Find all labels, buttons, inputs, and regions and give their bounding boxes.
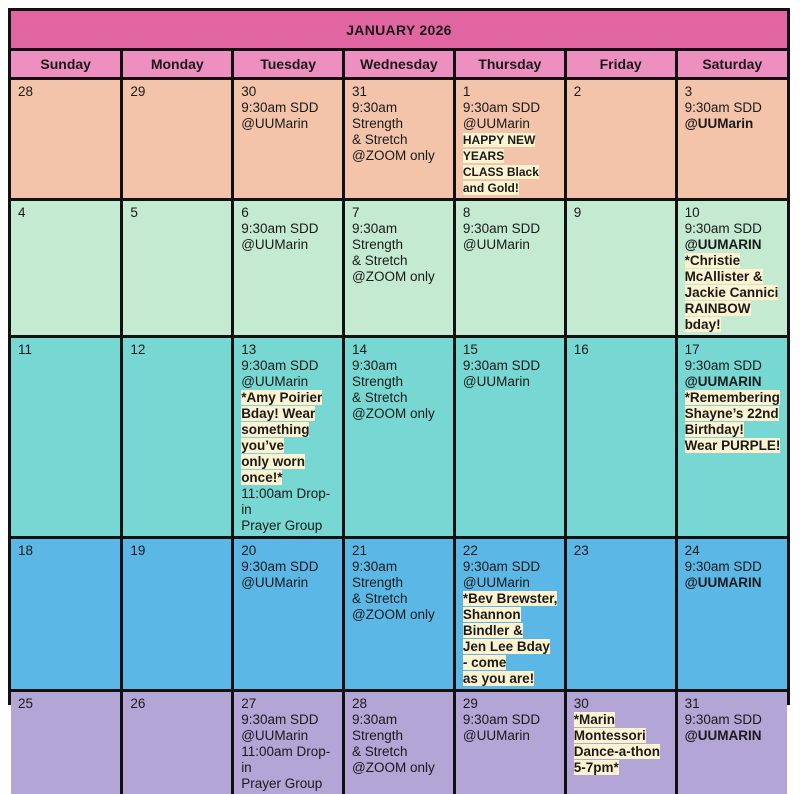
event-text: 9:30am SDD <box>241 358 336 374</box>
day-cell-wednesday[interactable] <box>344 79 455 200</box>
day-number: 4 <box>18 205 114 221</box>
day-number: 1 <box>463 84 558 100</box>
highlight-text: Shayne’s 22nd <box>685 406 779 421</box>
highlight-text: Jackie Cannici <box>685 285 779 300</box>
week-row <box>11 200 787 337</box>
highlight-text: Birthday! <box>685 422 744 437</box>
calendar-grid <box>11 51 787 794</box>
weekday-header-saturday: Saturday <box>676 51 787 79</box>
event-text: 11:00am Drop-in <box>241 486 336 518</box>
day-cell-wednesday[interactable] <box>344 200 455 337</box>
day-number: 31 <box>352 84 447 100</box>
day-cell-wednesday[interactable] <box>344 691 455 794</box>
day-cell-sunday[interactable] <box>11 79 122 200</box>
highlight-text: *Remembering <box>685 390 780 405</box>
event-text: @ZOOM only <box>352 269 447 285</box>
calendar <box>8 8 790 705</box>
day-number: 7 <box>352 205 447 221</box>
event-text: & Stretch <box>352 253 447 269</box>
event-text: @UUMarin <box>241 575 336 591</box>
day-number: 30 <box>574 696 669 712</box>
day-number: 11 <box>18 342 114 358</box>
day-number: 31 <box>685 696 781 712</box>
day-cell-tuesday[interactable] <box>233 200 344 337</box>
event-text: 9:30am Strength <box>352 712 447 744</box>
event-text: 9:30am SDD <box>241 712 336 728</box>
day-cell-tuesday[interactable] <box>233 337 344 538</box>
week-row <box>11 538 787 691</box>
day-cell-monday[interactable] <box>122 200 233 337</box>
highlight-note <box>463 132 558 164</box>
day-number: 10 <box>685 205 781 221</box>
highlight-text: *Christie <box>685 253 741 268</box>
day-cell-thursday[interactable] <box>454 691 565 794</box>
highlight-note <box>241 390 336 406</box>
highlight-text: something you’ve <box>241 422 309 453</box>
highlight-text: HAPPY NEW YEARS <box>463 133 535 163</box>
event-text: 9:30am SDD <box>463 712 558 728</box>
day-cell-saturday[interactable] <box>676 200 787 337</box>
weekday-header-wednesday: Wednesday <box>344 51 455 79</box>
highlight-text: RAINBOW bday! <box>685 301 751 332</box>
event-location: @UUMARIN <box>685 728 781 744</box>
highlight-note <box>463 671 558 687</box>
event-text: 9:30am SDD <box>685 712 781 728</box>
day-number: 27 <box>241 696 336 712</box>
day-number: 13 <box>241 342 336 358</box>
event-text: Prayer Group <box>241 518 336 534</box>
day-cell-friday[interactable] <box>565 691 676 794</box>
highlight-note <box>241 406 336 422</box>
event-text: 9:30am SDD <box>463 221 558 237</box>
day-number: 3 <box>685 84 781 100</box>
highlight-note <box>685 438 781 454</box>
highlight-note <box>574 760 669 776</box>
day-cell-wednesday[interactable] <box>344 337 455 538</box>
day-cell-tuesday[interactable] <box>233 79 344 200</box>
day-cell-saturday[interactable] <box>676 538 787 691</box>
weekday-header-tuesday: Tuesday <box>233 51 344 79</box>
event-text: @UUMarin <box>463 374 558 390</box>
day-number: 14 <box>352 342 447 358</box>
day-number: 29 <box>130 84 225 100</box>
day-number: 24 <box>685 543 781 559</box>
day-number: 18 <box>18 543 114 559</box>
day-number: 25 <box>18 696 114 712</box>
weekday-header-row <box>11 51 787 79</box>
event-text: & Stretch <box>352 591 447 607</box>
day-cell-monday[interactable] <box>122 337 233 538</box>
highlight-note <box>685 390 781 406</box>
day-cell-sunday[interactable] <box>11 337 122 538</box>
highlight-note <box>685 406 781 422</box>
day-number: 16 <box>574 342 669 358</box>
day-cell-tuesday[interactable] <box>233 538 344 691</box>
highlight-text: Jen Lee Bday - come <box>463 639 550 670</box>
weekday-header-monday: Monday <box>122 51 233 79</box>
day-number: 9 <box>574 205 669 221</box>
day-cell-friday[interactable] <box>565 200 676 337</box>
day-cell-friday[interactable] <box>565 337 676 538</box>
weekday-header-friday: Friday <box>565 51 676 79</box>
event-text: @UUMarin <box>241 116 336 132</box>
day-cell-monday[interactable] <box>122 691 233 794</box>
event-text: Prayer Group <box>241 776 336 792</box>
highlight-text: only worn once!* <box>241 454 305 485</box>
day-number: 5 <box>130 205 225 221</box>
day-cell-thursday[interactable] <box>454 538 565 691</box>
day-number: 6 <box>241 205 336 221</box>
event-text: @ZOOM only <box>352 148 447 164</box>
day-number: 19 <box>130 543 225 559</box>
day-cell-thursday[interactable] <box>454 200 565 337</box>
day-number: 26 <box>130 696 225 712</box>
highlight-text: Dance-a-thon <box>574 744 660 759</box>
event-text: 9:30am Strength <box>352 358 447 390</box>
highlight-note <box>463 164 558 196</box>
day-number: 30 <box>241 84 336 100</box>
highlight-note <box>685 285 781 301</box>
highlight-note <box>463 639 558 671</box>
day-number: 22 <box>463 543 558 559</box>
day-number: 21 <box>352 543 447 559</box>
event-text: 9:30am SDD <box>685 358 781 374</box>
event-text: @UUMarin <box>463 575 558 591</box>
day-number: 23 <box>574 543 669 559</box>
event-text: 9:30am SDD <box>685 221 781 237</box>
event-text: @UUMarin <box>241 374 336 390</box>
event-text: 9:30am SDD <box>463 358 558 374</box>
event-text: 9:30am SDD <box>241 100 336 116</box>
event-text: @ZOOM only <box>352 607 447 623</box>
highlight-note <box>241 454 336 486</box>
event-text: @ZOOM only <box>352 760 447 776</box>
day-cell-thursday[interactable] <box>454 337 565 538</box>
day-cell-saturday[interactable] <box>676 79 787 200</box>
day-number: 12 <box>130 342 225 358</box>
day-cell-friday[interactable] <box>565 538 676 691</box>
day-cell-tuesday[interactable] <box>233 691 344 794</box>
event-text: 9:30am Strength <box>352 100 447 132</box>
day-number: 17 <box>685 342 781 358</box>
day-number: 2 <box>574 84 669 100</box>
day-number: 29 <box>463 696 558 712</box>
highlight-note <box>241 422 336 454</box>
event-text: @UUMarin <box>463 116 558 132</box>
event-location: @UUMarin <box>685 116 781 132</box>
day-cell-monday[interactable] <box>122 538 233 691</box>
event-text: @ZOOM only <box>352 406 447 422</box>
event-text: & Stretch <box>352 744 447 760</box>
event-text: 9:30am SDD <box>241 559 336 575</box>
day-cell-saturday[interactable] <box>676 337 787 538</box>
highlight-text: Bday! Wear <box>241 406 315 421</box>
event-text: 9:30am SDD <box>685 559 781 575</box>
weekday-header-sunday: Sunday <box>11 51 122 79</box>
highlight-text: Shannon Bindler & <box>463 607 523 638</box>
week-row <box>11 337 787 538</box>
day-cell-sunday[interactable] <box>11 538 122 691</box>
day-cell-thursday[interactable] <box>454 79 565 200</box>
highlight-text: Montessori <box>574 728 646 743</box>
calendar-title: JANUARY 2026 <box>11 11 787 51</box>
day-cell-monday[interactable] <box>122 79 233 200</box>
highlight-note <box>685 253 781 269</box>
event-text: 9:30am SDD <box>241 221 336 237</box>
highlight-text: Wear PURPLE! <box>685 438 781 453</box>
event-text: 9:30am Strength <box>352 559 447 591</box>
day-cell-friday[interactable] <box>565 79 676 200</box>
day-cell-saturday[interactable] <box>676 691 787 794</box>
event-text: & Stretch <box>352 132 447 148</box>
event-text: @UUMarin <box>241 728 336 744</box>
day-cell-wednesday[interactable] <box>344 538 455 691</box>
event-location: @UUMARIN <box>685 374 781 390</box>
highlight-text: *Amy Poirier <box>241 390 322 405</box>
highlight-text: *Bev Brewster, <box>463 591 558 606</box>
weekday-header-thursday: Thursday <box>454 51 565 79</box>
highlight-note <box>574 728 669 744</box>
day-number: 28 <box>18 84 114 100</box>
event-text: @UUMarin <box>463 237 558 253</box>
event-text: 9:30am SDD <box>685 100 781 116</box>
highlight-text: 5-7pm* <box>574 760 619 775</box>
highlight-text: as you are! <box>463 671 534 686</box>
highlight-note <box>685 301 781 333</box>
event-location: @UUMARIN <box>685 575 781 591</box>
day-cell-sunday[interactable] <box>11 200 122 337</box>
highlight-note <box>685 269 781 285</box>
day-number: 20 <box>241 543 336 559</box>
event-text: 9:30am SDD <box>463 559 558 575</box>
day-cell-sunday[interactable] <box>11 691 122 794</box>
event-text: 9:30am Strength <box>352 221 447 253</box>
highlight-note <box>685 422 781 438</box>
event-text: @UUMarin <box>463 728 558 744</box>
highlight-note <box>574 712 669 728</box>
day-number: 15 <box>463 342 558 358</box>
event-text: 9:30am SDD <box>463 100 558 116</box>
event-text: @UUMarin <box>241 237 336 253</box>
event-text: & Stretch <box>352 390 447 406</box>
highlight-text: McAllister & <box>685 269 763 284</box>
highlight-note <box>463 591 558 607</box>
highlight-note <box>463 607 558 639</box>
week-row <box>11 691 787 794</box>
day-number: 28 <box>352 696 447 712</box>
event-text: 11:00am Drop-in <box>241 744 336 776</box>
day-number: 8 <box>463 205 558 221</box>
event-location: @UUMARIN <box>685 237 781 253</box>
week-row <box>11 79 787 200</box>
highlight-note <box>574 744 669 760</box>
highlight-text: CLASS Black and Gold! <box>463 165 539 195</box>
highlight-text: *Marin <box>574 712 615 727</box>
